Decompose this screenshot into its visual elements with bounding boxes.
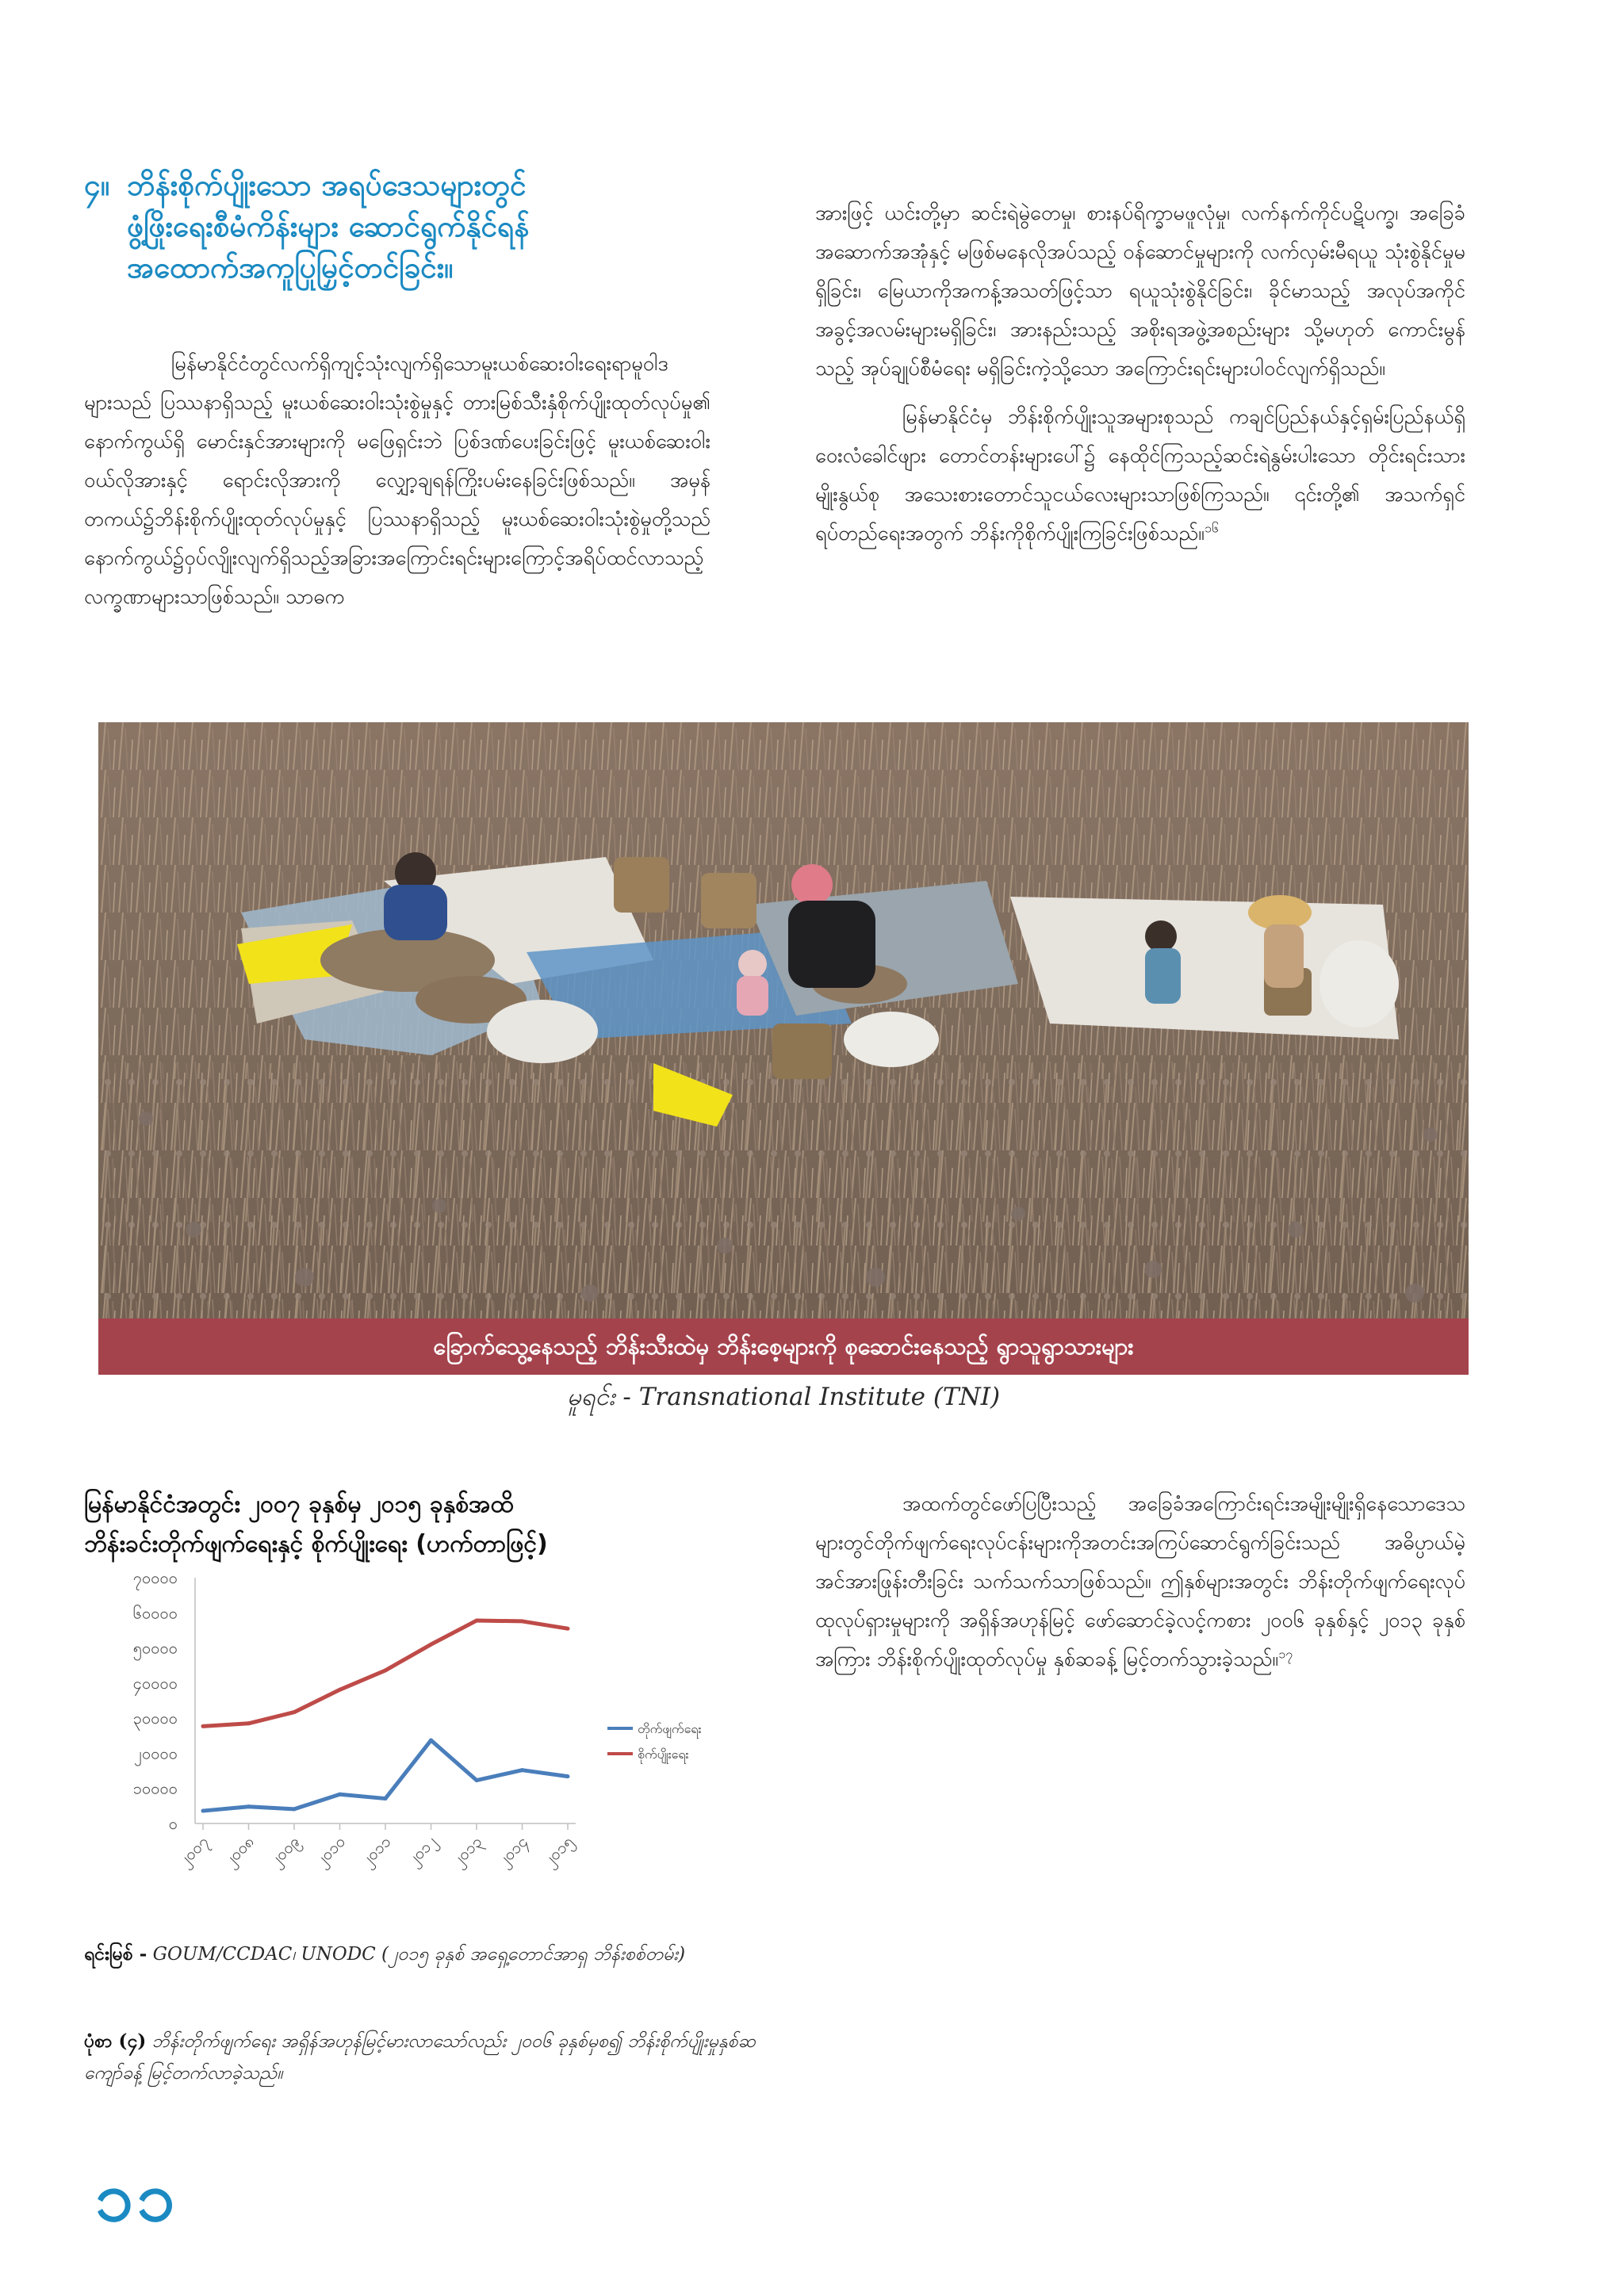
y-tick-label: ၄၀၀၀၀ [132, 1673, 178, 1693]
series-1-point [293, 1807, 297, 1811]
heading-line-1: ဘိန်းစိုက်ပျိုးသော အရပ်ဒေသများတွင် [127, 168, 527, 202]
left-column [84, 345, 710, 626]
photo-source: မူရင်း - Transnational Institute (TNI) [566, 1383, 1001, 1411]
series-2-point [201, 1724, 205, 1728]
chart-title-line-2: ဘိန်းခင်းတိုက်ဖျက်ရေးနှင့် စိုက်ပျိုးရေး (ဟက်တာဖြင့်) [84, 1530, 548, 1558]
chart-source-label: ရင်းမြစ် - [84, 1943, 147, 1965]
village-harvest-photo [98, 722, 1469, 1375]
section-heading [84, 165, 710, 289]
y-tick-label: ၅၀၀၀၀ [132, 1638, 178, 1658]
page-number: ၁၁ [95, 2157, 178, 2237]
x-tick-label: ၂၀၀၉ [265, 1831, 304, 1870]
series-1-point [566, 1774, 570, 1778]
figure-label: ပုံစာ (၄) [84, 2030, 147, 2052]
x-tick-label: ၂၀၁၀ [311, 1831, 350, 1870]
y-tick-label: ၂၀၀၀၀ [134, 1743, 178, 1763]
x-tick-label: ၂၀၀၇ [174, 1831, 213, 1870]
right-paragraph-2-text: မြန်မာနိုင်ငံမှ ဘိန်းစိုက်ပျိုးသူအများစုသည် ကချင်ပြည်နယ်နှင့်ရှမ်းပြည်နယ်ရှိ ဝေးလံခေါင်ဖျား တောင်တန်းများပေါ်၌ နေထိုင်ကြသည့်ဆင်းရဲနွမ်းပါးသော တိုင်းရင်းသားမျိုးနွယ်စု အသေးစားတောင်သူငယ်လေးများသာဖြစ်ကြသည်။ ၎င်းတို့၏ အသက်ရှင်ရပ်တည်ရေးအတွက် ဘိန်းကိုစိုက်ပျိုးကြခြင်းဖြစ်သည်။ [815, 405, 1465, 545]
right-column-bottom [815, 1485, 1465, 1689]
left-paragraph-1: မြန်မာနိုင်ငံတွင်လက်ရှိကျင့်သုံးလျက်ရှိသောမူးယစ်ဆေးဝါးရေးရာမူဝါဒများသည် ပြဿနာရှိသည့် မူးယစ်ဆေးဝါးသုံးစွဲမှုနှင့် တားမြစ်သီးနှံစိုက်ပျိုးထုတ်လုပ်မှု၏ နောက်ကွယ်ရှိ မောင်းနှင်အားများကို မဖြေရှင်းဘဲ ပြစ်ဒဏ်ပေးခြင်းဖြင့် မူးယစ်ဆေးဝါး ဝယ်လိုအားနှင့် ရောင်းလိုအားကို လျှော့ချရန်ကြိုးပမ်းနေခြင်းဖြစ်သည်။ အမှန်တကယ်၌ဘိန်းစိုက်ပျိုးထုတ်လုပ်မှုနှင့် ပြဿနာရှိသည့် မူးယစ်ဆေးဝါးသုံးစွဲမှုတို့သည်နောက်ကွယ်၌ဝှပ်လျိုးလျက်ရှိသည့်အခြားအကြောင်းရင်းများကြောင့်အရိပ်ထင်လာသည့် လက္ခဏာများသာဖြစ်သည်။ သာဓက [84, 352, 710, 609]
right-paragraph-2 [815, 398, 1465, 553]
footnote-16: ၁၆ [1204, 520, 1219, 536]
series-1-point [429, 1739, 433, 1743]
series-1-point [247, 1804, 251, 1808]
series-2-point [338, 1688, 342, 1692]
right-paragraph-3-text: အထက်တွင်ဖော်ပြပြီးသည့် အခြေခံအကြောင်းရင်းအမျိုးမျိုးရှိနေသောဒေသများတွင်တိုက်ဖျက်ရေးလုပ်ငန်းများကိုအတင်းအကြပ်ဆောင်ရွက်ခြင်းသည် အဓိပ္ပာယ်မဲ့ အင်အားဖြုန်းတီးခြင်း သက်သက်သာဖြစ်သည်။ ဤနှစ်များအတွင်း ဘိန်းတိုက်ဖျက်ရေးလုပ်ထုလုပ်ရှားမှုများကို အရှိန်အဟုန်မြင့် ဖော်ဆောင်ခဲ့လင့်ကစား ၂၀၀၆ ခုနှစ်နှင့် ၂၀၁၃ ခုနှစ်အကြား ဘိန်းစိုက်ပျိုးထုတ်လုပ်မှု နှစ်ဆခန့် မြင့်တက်သွားခဲ့သည်။ [815, 1492, 1465, 1671]
legend-label-1: တိုက်ဖျက်ရေး [638, 1721, 702, 1736]
line-chart [84, 1566, 710, 1938]
series-1-point [475, 1778, 479, 1782]
series-2-point [475, 1619, 479, 1623]
photo-illustration [98, 722, 1469, 1375]
y-tick-label: ၃၀၀၀၀ [132, 1709, 178, 1728]
right-paragraph-3 [815, 1485, 1465, 1679]
series-1-point [201, 1809, 205, 1813]
series-2-point [384, 1668, 388, 1672]
chart-title [84, 1485, 710, 1564]
figure-text: ဘိန်းတိုက်ဖျက်ရေး အရှိန်အဟုန်မြင့်မားလာသော်လည်း ၂၀၀၆ ခုနှစ်မှစ၍ ဘိန်းစိုက်ပျိုးမှုနှစ်ဆကျော်ခန့် မြင့်တက်လာခဲ့သည်။ [84, 2031, 756, 2084]
chart-source-note [84, 1938, 782, 1970]
series-2-point [566, 1627, 570, 1631]
y-tick-label: ၁၀၀၀၀ [132, 1778, 178, 1798]
y-tick-label: ၀ [168, 1814, 178, 1833]
right-paragraph-1: အားဖြင့် ယင်းတို့မှာ ဆင်းရဲမွဲတေမှု၊ စားနပ်ရိက္ခာမဖူလုံမှု၊ လက်နက်ကိုင်ပဋိပက္ခ၊ အခြေခံအဆောက်အအုံနှင့် မဖြစ်မနေလိုအပ်သည့် ဝန်ဆောင်မှုများကို လက်လှမ်းမီရယူ သုံးစွဲနိုင်မှုမရှိခြင်း၊ မြေယာကိုအကန့်အသတ်ဖြင့်သာ ရယူသုံးစွဲနိုင်ခြင်း၊ ခိုင်မာသည့် အလုပ်အကိုင် အခွင့်အလမ်းများမရှိခြင်း၊ အားနည်းသည့် အစိုးရအဖွဲ့အစည်းများ သို့မဟုတ် ကောင်းမွန်သည့် အုပ်ချုပ်စီမံရေး မရှိခြင်းကဲ့သို့သော အကြောင်းရင်းများပါဝင်လျက်ရှိသည်။ [815, 201, 1465, 381]
x-tick-label: ၂၀၁၅ [538, 1831, 577, 1870]
series-1-point [338, 1793, 342, 1797]
series-line-2 [203, 1621, 568, 1726]
series-2-point [293, 1710, 297, 1714]
x-tick-label: ၂၀၁၄ [493, 1831, 532, 1870]
legend-label-2: စိုက်ပျိုးရေး [638, 1747, 689, 1762]
section-number: ၄။ [84, 168, 110, 202]
x-tick-label: ၂၀၁၃ [447, 1831, 486, 1870]
x-tick-label: ၂၀၁၁ [356, 1831, 395, 1870]
y-tick-label: ၆၀၀၀၀ [132, 1603, 178, 1623]
series-2-point [429, 1643, 433, 1647]
right-column-top [815, 194, 1465, 563]
series-1-point [520, 1768, 524, 1772]
series-1-point [384, 1797, 388, 1800]
footnote-17: ၁၇ [1278, 1646, 1293, 1662]
series-2-point [247, 1721, 251, 1725]
heading-line-2: ဖွံ့ဖြိုးရေးစီမံကိန်းများ ဆောင်ရွက်နိုင်ရန် [127, 209, 530, 243]
x-tick-label: ၂၀၀၈ [220, 1831, 259, 1870]
x-tick-label: ၂၀၁၂ [403, 1831, 441, 1869]
heading-line-3: အထောက်အကူပြုမြှင့်တင်ခြင်း။ [127, 251, 454, 285]
chart-title-line-1: မြန်မာနိုင်ငံအတွင်း ၂၀၀၇ ခုနှစ်မှ ၂၀၁၅ ခုနှစ်အထိ [84, 1490, 514, 1518]
figure-caption [84, 2026, 782, 2089]
chart-source-text: GOUM/CCDAC၊ UNODC (၂၀၁၅ ခုနှစ် အရှေ့တောင်အာရှ ဘိန်းစစ်တမ်း) [152, 1944, 686, 1965]
series-2-point [520, 1619, 524, 1623]
photo-caption: ခြောက်သွေ့နေသည့် ဘိန်းသီးထဲမှ ဘိန်းစေ့များကို စုဆောင်းနေသည့် ရွာသူရွာသားများ [98, 1318, 1469, 1375]
y-tick-label: ၇၀၀၀၀ [132, 1568, 178, 1587]
